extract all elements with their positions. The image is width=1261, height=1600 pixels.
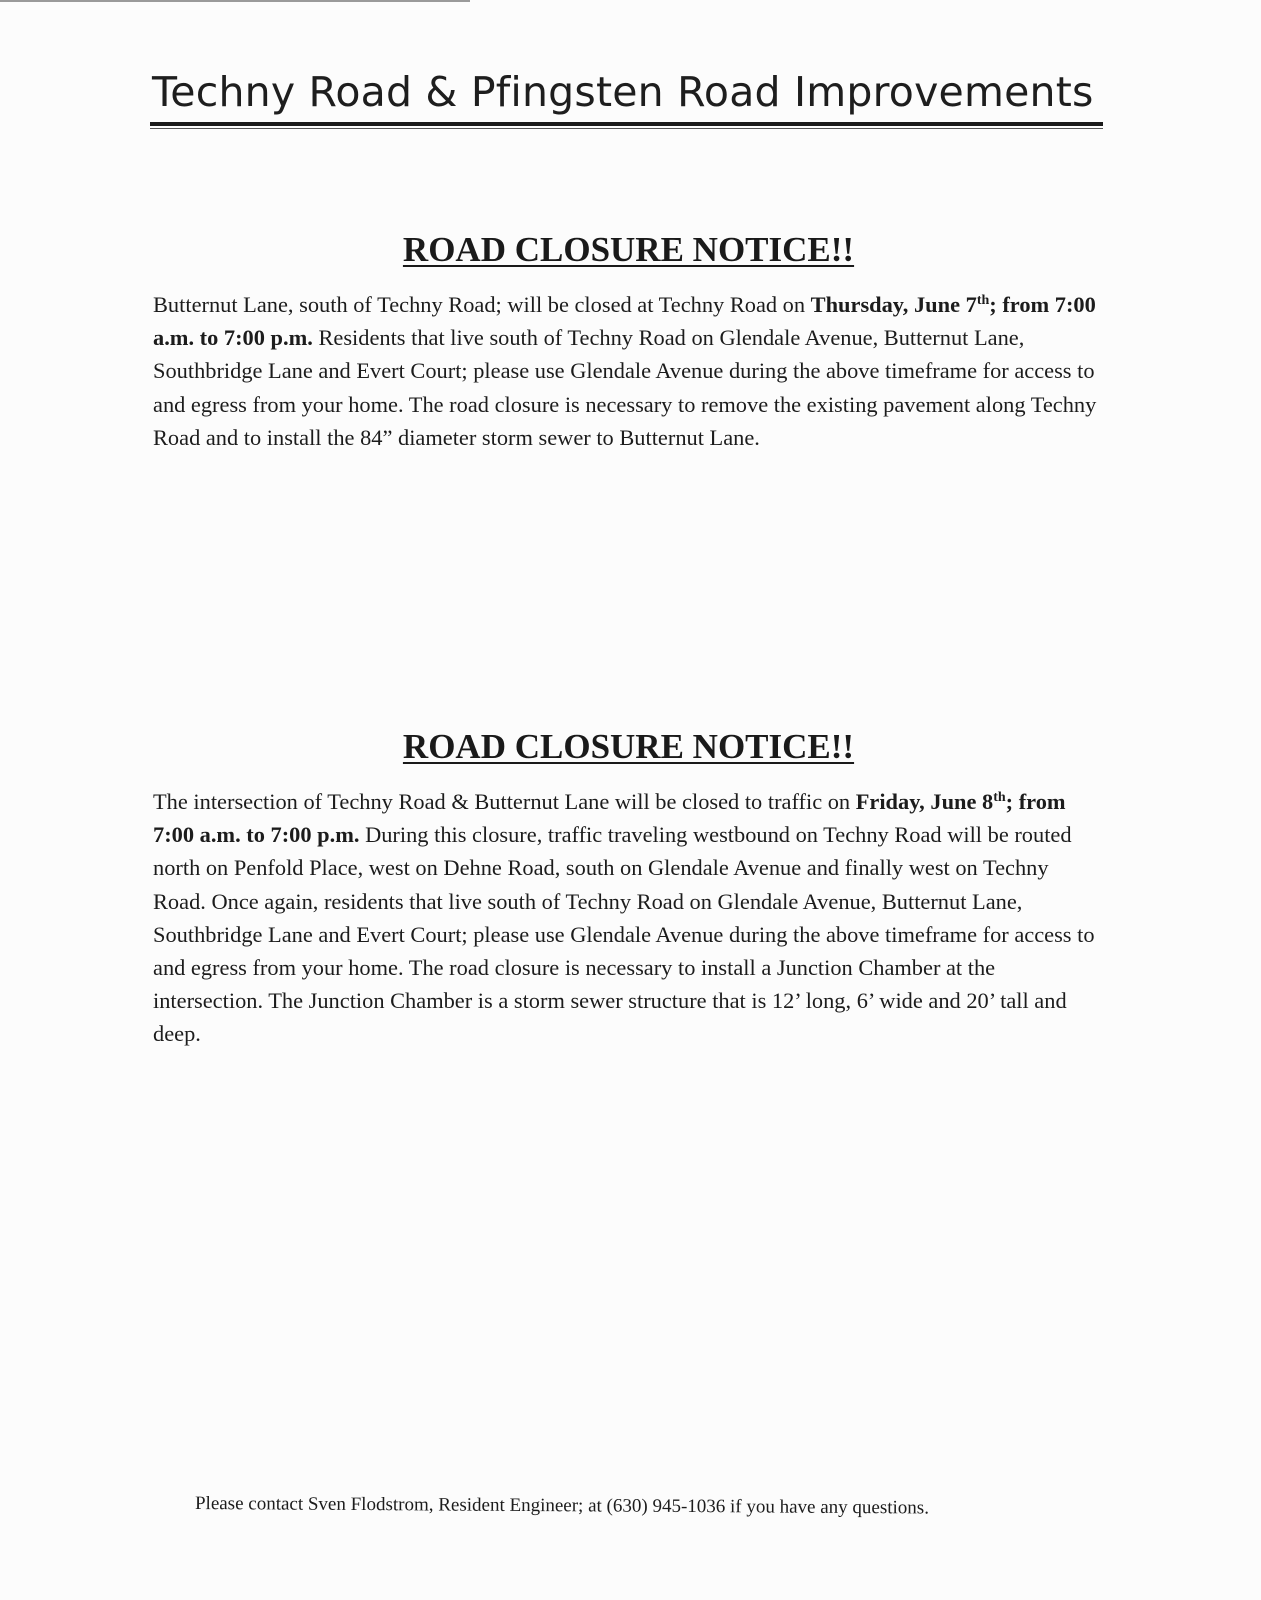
notice-body-2 (153, 785, 1098, 1051)
title-underline-thick (150, 122, 1103, 126)
footer-contact-line: Please contact Sven Flodstrom, Resident Engineer; at (630) 945-1036 if you have any questions. (194, 1493, 930, 1519)
notice-1-intro: Butternut Lane, south of Techny Road; will be closed at Techny Road on (153, 292, 811, 317)
notice-2-details: During this closure, traffic traveling westbound on Techny Road will be routed north on Penfold Place, west on Dehne Road, south on Glendale Avenue and finally west on Techny Road. Once again, residents that live south of Techny Road on Glendale Avenue, Butternut Lane, Southbridge Lane and Evert Court; please use Glendale Avenue during the above timeframe for access to and egress from your home. The road closure is necessary to install a Junction Chamber at the intersection. The Junction Chamber is a storm sewer structure that is 12’ long, 6’ wide and 20’ tall and deep. (153, 822, 1095, 1047)
title-underline-thin (150, 128, 1103, 129)
scan-edge-line (0, 0, 470, 2)
notice-1-details: Residents that live south of Techny Road on Glendale Avenue, Butternut Lane, Southbridge Lane and Evert Court; please use Glendale Avenue during the above timeframe for access to and egress from your home. The road closure is necessary to remove the existing pavement along Techny Road and to install the 84” diameter storm sewer to Butternut Lane. (153, 325, 1097, 450)
notice-heading-2: ROAD CLOSURE NOTICE!! (402, 727, 855, 766)
notice-heading-1: ROAD CLOSURE NOTICE!! (402, 230, 855, 269)
document-title: Techny Road & Pfingsten Road Improvements (152, 68, 1094, 116)
notice-1-day: Thursday, (810, 292, 909, 317)
notice-body-1 (153, 288, 1098, 454)
notice-2-day: Friday, (855, 789, 925, 814)
notice-2-date: June 8th; from 7:00 a.m. to 7:00 p.m. (153, 789, 1066, 848)
notice-2-intro: The intersection of Techny Road & Butternut Lane will be closed to traffic on (153, 789, 856, 814)
notice-1-date: June 7th; from 7:00 a.m. to 7:00 p.m. (153, 292, 1096, 351)
